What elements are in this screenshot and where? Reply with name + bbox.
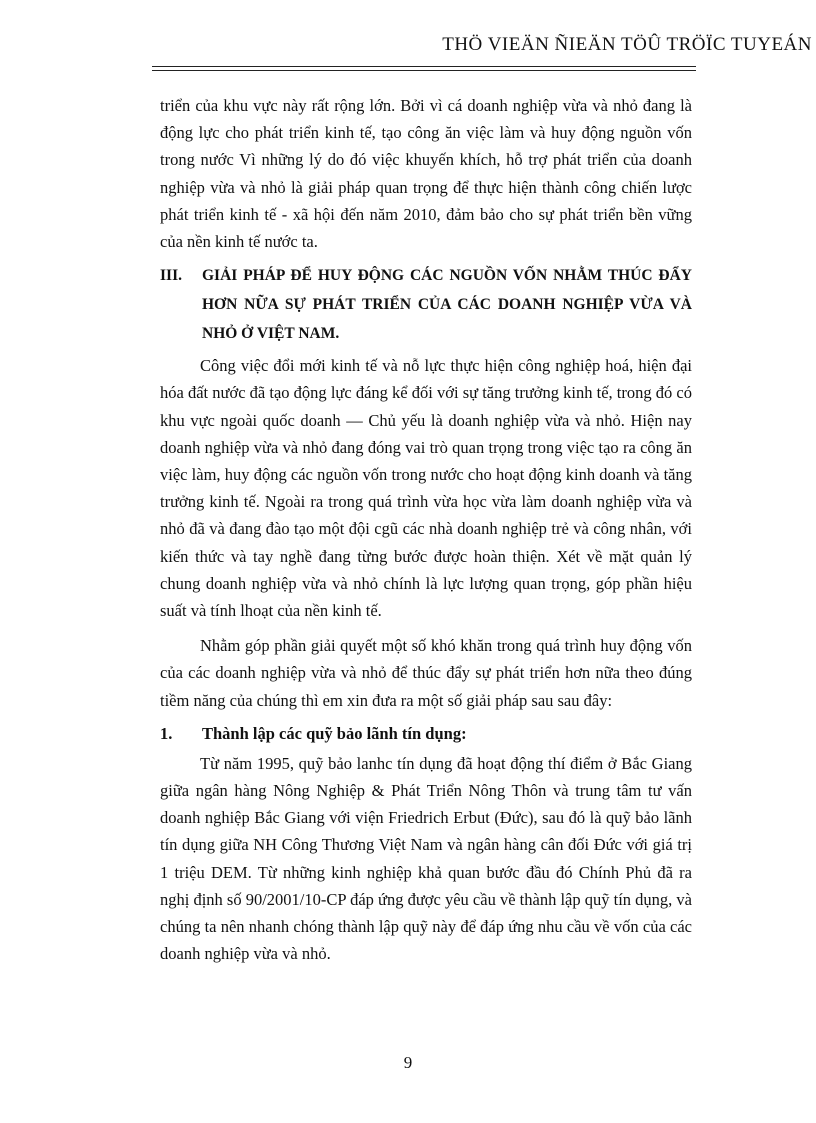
section-title: GIẢI PHÁP ĐỂ HUY ĐỘNG CÁC NGUỒN VỐN NHẰM THÚC ĐẨY HƠN NỮA SỰ PHÁT TRIỂN CỦA CÁC DOANH NGHIỆP VỪA VÀ NHỎ Ở VIỆT NAM.	[202, 267, 692, 343]
subsection-title: Thành lập các quỹ bảo lãnh tín dụng:	[202, 723, 467, 743]
subsection-paragraph: Từ năm 1995, quỹ bảo lanhc tín dụng đã hoạt động thí điểm ở Bắc Giang giữa ngân hàng Nông Nghiệp & Phát Triển Nông Thôn và trung tâm tư vấn doanh nghiệp Bắc Giang với viện Friedrich Erbut (Đức), sau đó là quỹ bảo lãnh tín dụng giữa NH Công Thương Việt Nam và ngân hàng cân đối Đức với giá trị 1 triệu DEM. Từ những kinh nghiệp khả quan bước đầu đó Chính Phủ đã ra nghị định số 90/2001/10-CP đáp ứng được yêu cầu về thành lập quỹ tín dụng, và chúng ta nên nhanh chóng thành lập quỹ này để đáp ứng nhu cầu về vốn của các doanh nghiệp vừa và nhỏ.	[160, 753, 692, 964]
header-divider	[152, 66, 696, 71]
section-heading	[160, 261, 692, 348]
page-body	[160, 92, 692, 967]
subsection-number: 1.	[160, 723, 173, 743]
intro-paragraph: triển của khu vực này rất rộng lớn. Bởi vì cá doanh nghiệp vừa và nhỏ đang là động lực cho phát triển kinh tế, tạo công ăn việc làm và huy động nguồn vốn trong nước Vì những lý do đó việc khuyến khích, hỗ trợ phát triển của doanh nghiệp vừa và nhỏ là giải pháp quan trọng để thực hiện thành công chiến lược phát triển kinh tế - xã hội đến năm 2010, đảm bảo cho sự phát triển bền vững của nền kinh tế nước ta.	[160, 96, 692, 252]
section-paragraph-2: Nhằm góp phần giải quyết một số khó khăn trong quá trình huy động vốn của các doanh nghiệp vừa và nhỏ để thúc đẩy sự phát triển hơn nữa theo đúng tiềm năng của chúng thì em xin đưa ra một số giải pháp sau sau đây:	[160, 636, 692, 710]
page-number: 9	[403, 1053, 413, 1072]
subsection-heading	[160, 720, 692, 747]
running-header: THÖ VIEÄN ÑIEÄN TÖÛ TRÖÏC TUYEÁN	[442, 34, 812, 55]
section-number: III.	[160, 267, 182, 285]
section-paragraph-1: Công việc đổi mới kinh tế và nỗ lực thực hiện công nghiệp hoá, hiện đại hóa đất nước đã tạo động lực đáng kể đối với sự tăng trưởng kinh tế, trong đó có khu vực ngoài quốc doanh — Chủ yếu là doanh nghiệp vừa và nhỏ. Hiện nay doanh nghiệp vừa và nhỏ đang đóng vai trò quan trọng trong việc tạo ra công ăn việc làm, huy động các nguồn vốn trong nước cho hoạt động kinh doanh và tăng trưởng kinh tế. Ngoài ra trong quá trình vừa học vừa làm doanh nghiệp vừa và nhỏ đã và đang đào tạo một đội cgũ các nhà doanh nghiệp trẻ và công nhân, với kiến thức và tay nghề đang từng bước được hoàn thiện. Xét về mặt quản lý chung doanh nghiệp vừa và nhỏ chính là lực lượng quan trọng, góp phần hiệu suất và tính lhoạt của nền kinh tế.	[160, 356, 692, 621]
